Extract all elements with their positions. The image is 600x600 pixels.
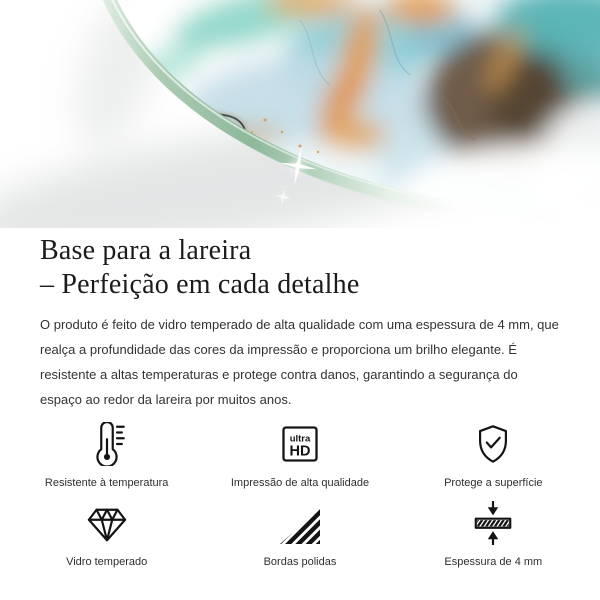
feature-tempered-glass xyxy=(10,501,203,568)
thermometer-icon xyxy=(87,422,127,466)
feature-print-quality xyxy=(203,422,396,489)
feature-temperature-resistant xyxy=(10,422,203,489)
svg-text:ultra: ultra xyxy=(289,433,311,445)
feature-label: Resistente à temperatura xyxy=(44,477,169,489)
product-description: O produto é feito de vidro temperado de alta qualidade com uma espessura de 4 mm, que realça a profundidade das cores da impressão e proporciona um brilho elegante. É resistente a altas temperaturas e protege contra danos, garantindo a segurança do espaço ao redor da lareira por muitos anos. xyxy=(40,317,559,407)
feature-thickness xyxy=(397,501,590,568)
page-title xyxy=(40,234,560,302)
svg-text:HD: HD xyxy=(289,443,311,460)
feature-surface-protection xyxy=(397,422,590,489)
feature-label: Impressão de alta qualidade xyxy=(230,477,370,489)
feature-label: Protege a superfície xyxy=(444,477,543,489)
content-section xyxy=(0,234,600,412)
polished-edges-icon xyxy=(279,501,321,545)
glass-panel-illustration xyxy=(0,0,600,228)
shield-check-icon xyxy=(471,422,515,466)
feature-label: Bordas polidas xyxy=(263,556,337,568)
thickness-icon xyxy=(471,501,515,545)
hero-image xyxy=(0,0,600,228)
ultra-hd-icon xyxy=(278,422,322,466)
title-line-2: – Perfeição em cada detalhe xyxy=(40,269,360,300)
feature-label: Vidro temperado xyxy=(66,556,148,568)
features-grid xyxy=(10,422,590,568)
diamond-icon xyxy=(83,501,131,545)
feature-polished-edges xyxy=(203,501,396,568)
title-line-1: Base para a lareira xyxy=(40,235,252,266)
feature-label: Espessura de 4 mm xyxy=(444,556,543,568)
